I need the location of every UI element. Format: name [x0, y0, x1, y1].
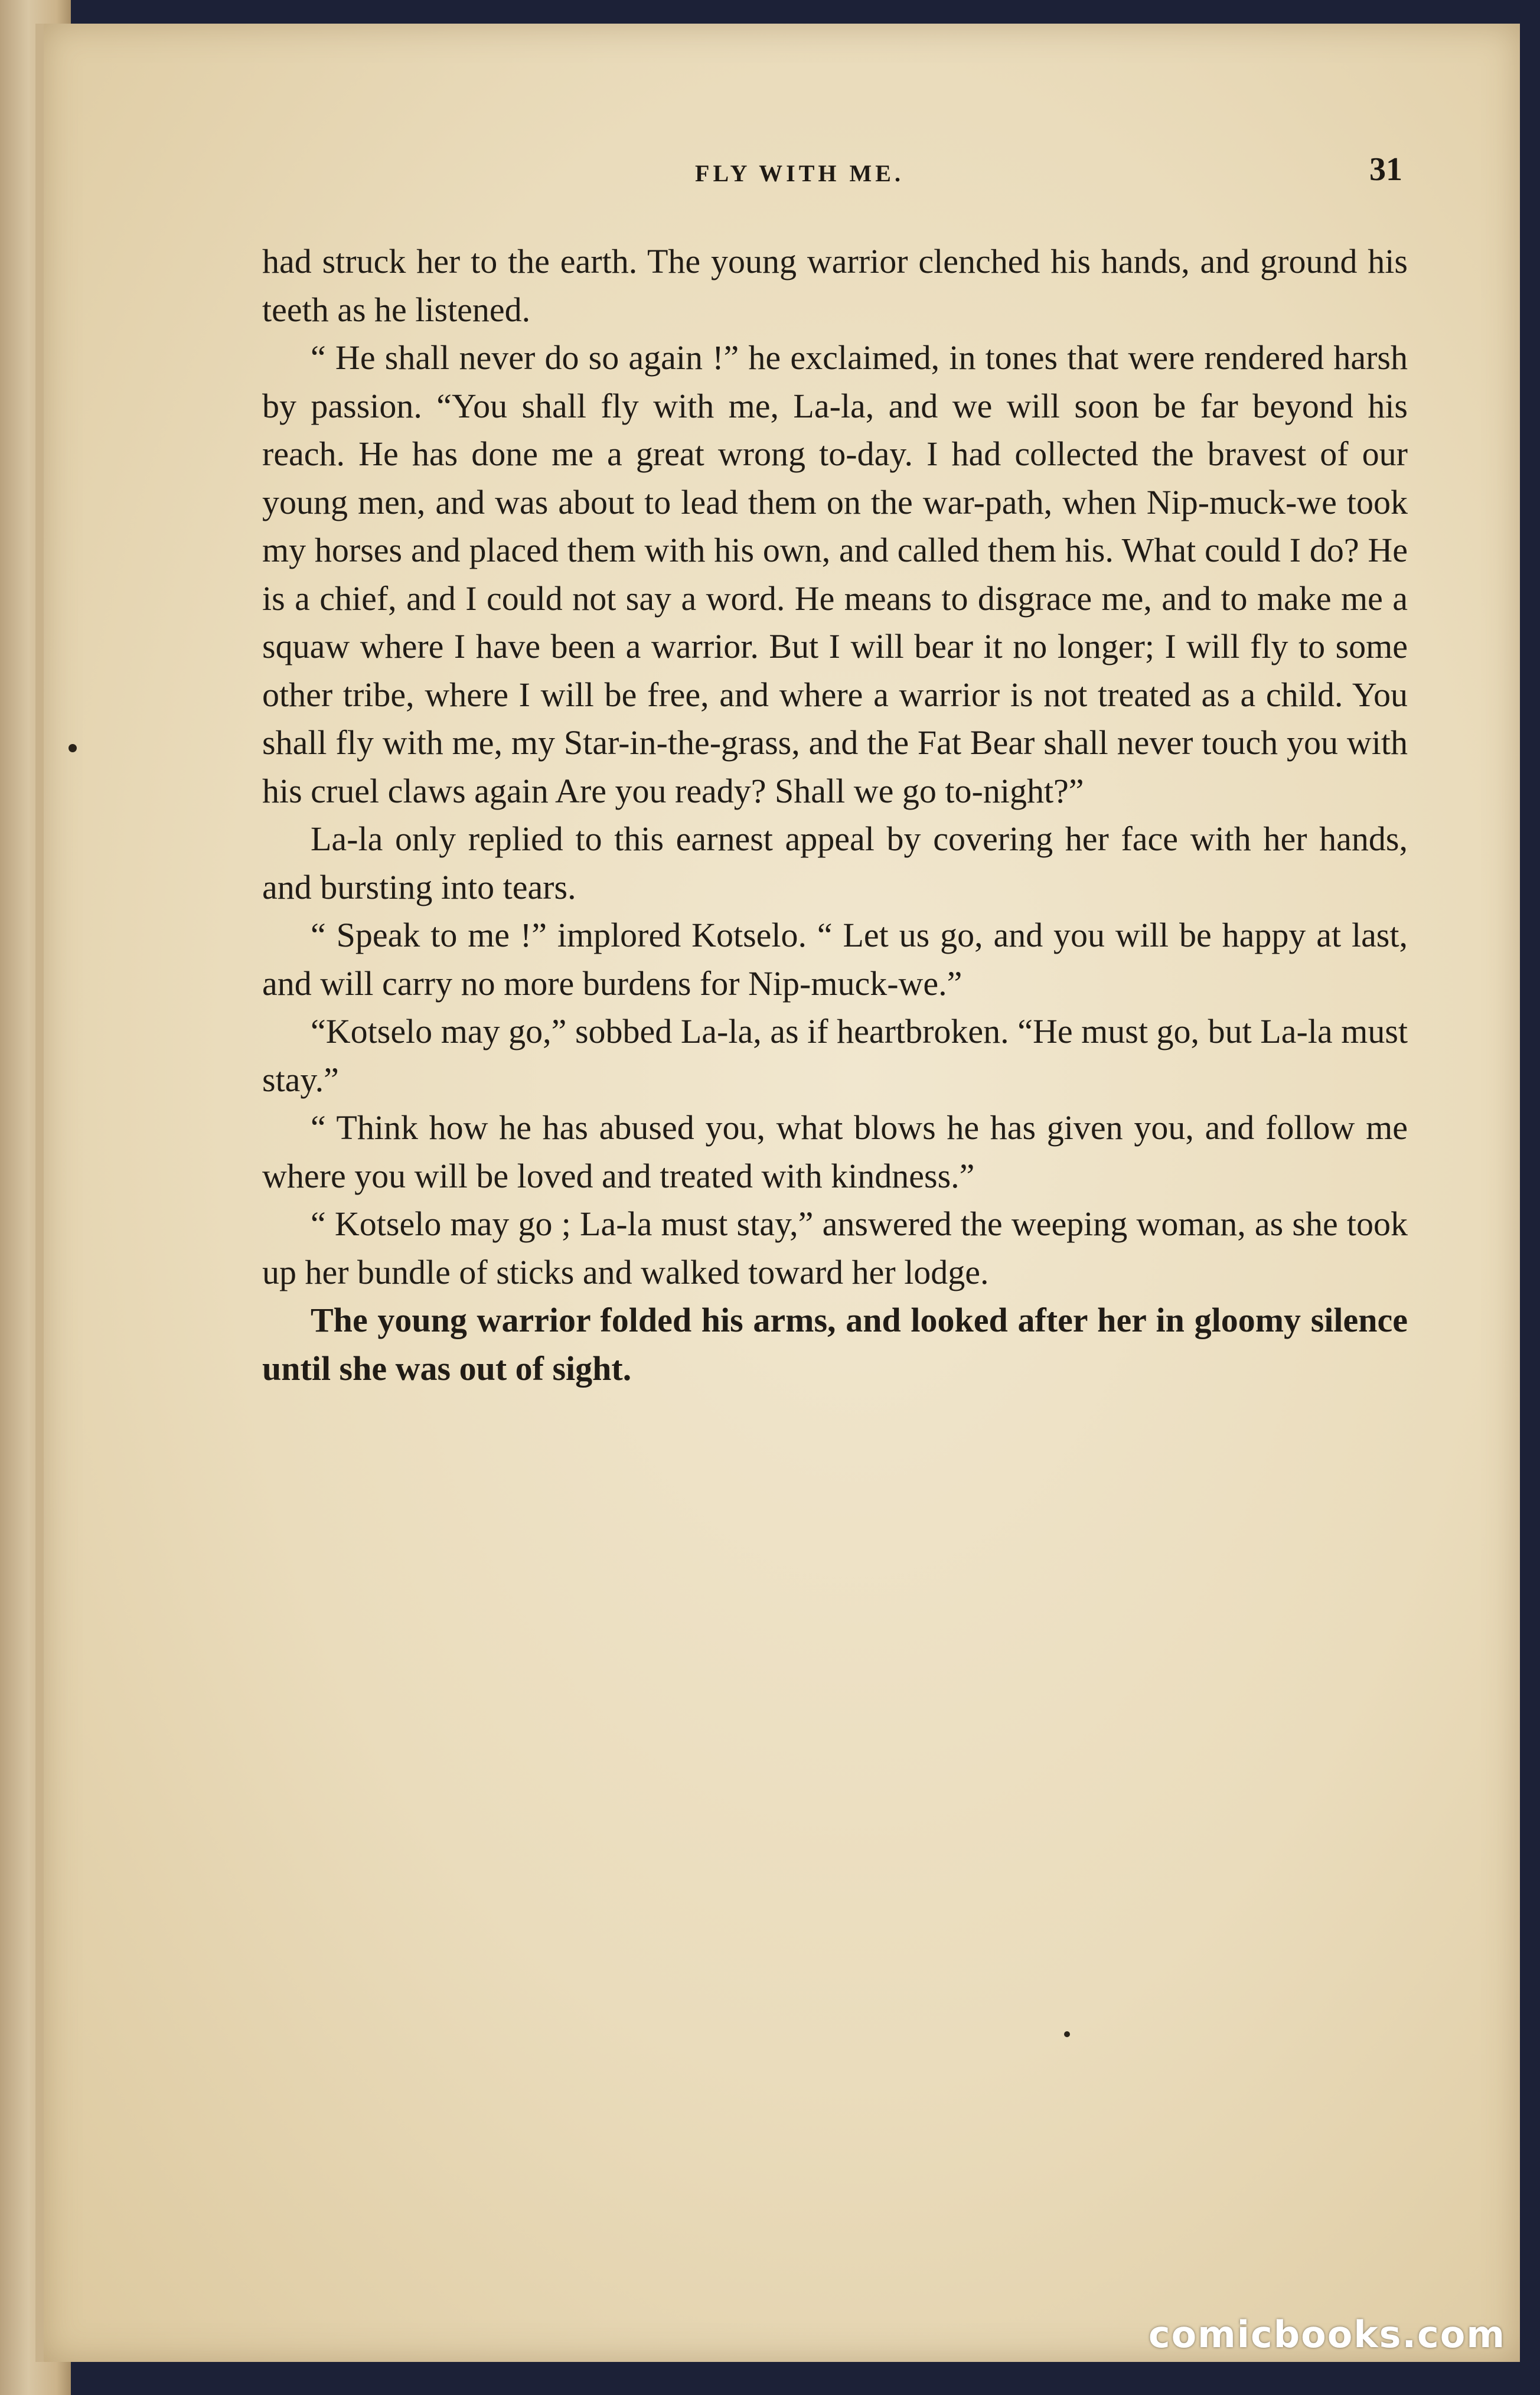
- paragraph-2: “ He shall never do so again !” he exclaimed, in tones that were rendered harsh by passion. “You shall fly with me, La-la, and we will soon be far beyond his reach. He has done me a great wrong to-day. I had collected the bravest of our young men, and was about to lead them on the war-path, when Nip-muck-we took my horses and placed them with his own, and called them his. What could I do? He is a chief, and I could not say a word. He means to disgrace me, and to make me a squaw where I have been a warrior. But I will bear it no longer; I will fly to some other tribe, where I will be free, and where a warrior is not treated as a child. You shall fly with me, my Star-in-the-grass, and the Fat Bear shall never touch you with his cruel claws again Are you ready? Shall we go to-night?”: [262, 338, 1408, 810]
- paragraph-7: “ Kotselo may go ; La-la must stay,” answered the weeping woman, as she took up her bundle of sticks and walked toward her lodge.: [262, 1205, 1408, 1291]
- paragraph-6: “ Think how he has abused you, what blows he has given you, and follow me where you will be loved and treated with kindness.”: [262, 1108, 1408, 1195]
- book-page: [35, 24, 1520, 2362]
- watermark-logo: comicbooks.com: [1148, 2313, 1506, 2356]
- paragraph-3: La-la only replied to this earnest appeal by covering her face with her hands, and bursting into tears.: [262, 820, 1408, 906]
- body-text: [262, 237, 1408, 1392]
- paragraph-5: “Kotselo may go,” sobbed La-la, as if heartbroken. “He must go, but La-la must stay.”: [262, 1012, 1408, 1099]
- running-head-title: FLY WITH ME.: [695, 160, 904, 187]
- paragraph-8: The young warrior folded his arms, and looked after her in gloomy silence until she was out of sight.: [262, 1301, 1408, 1388]
- paragraph-4: “ Speak to me !” implored Kotselo. “ Let us go, and you will be happy at last, and will carry no more burdens for Nip-muck-we.”: [262, 916, 1408, 1003]
- paragraph-1: had struck her to the earth. The young warrior clenched his hands, and ground his teeth as he listened.: [262, 242, 1408, 329]
- ink-speck: [1064, 2031, 1070, 2037]
- page-number: 31: [1369, 151, 1402, 188]
- ink-speck: [68, 744, 77, 752]
